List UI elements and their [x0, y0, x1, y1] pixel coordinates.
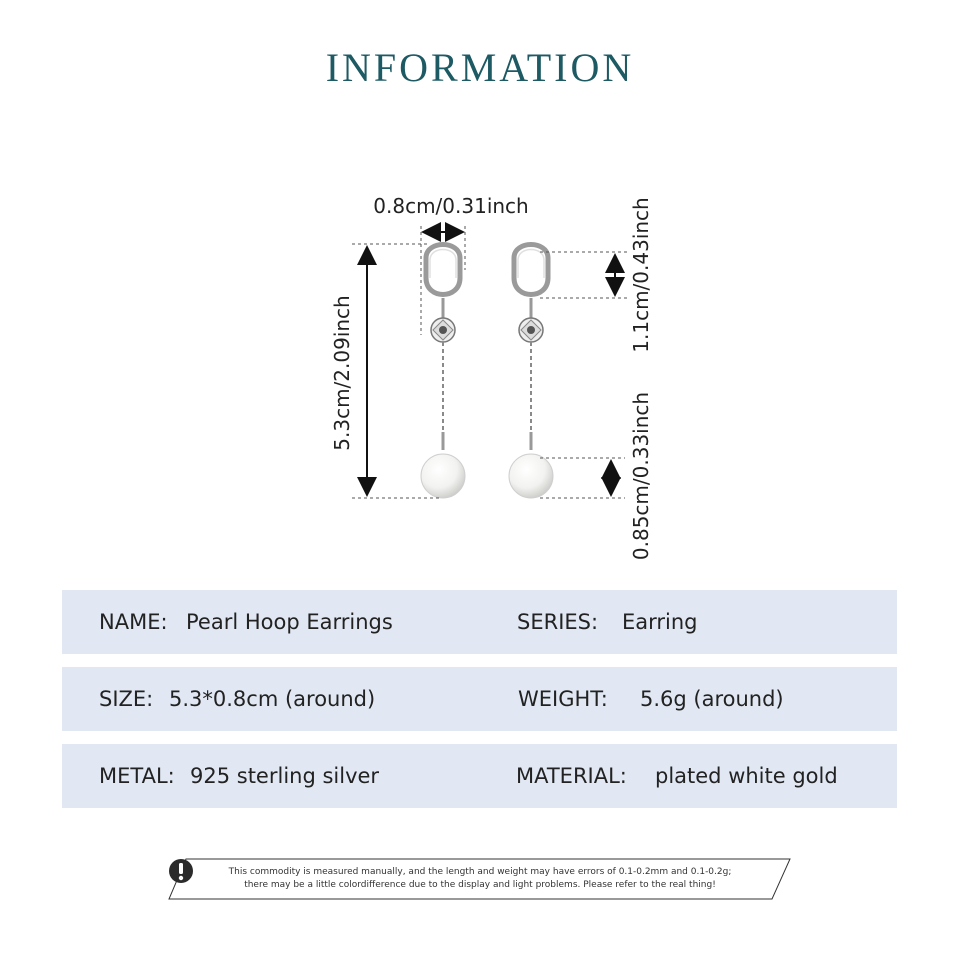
- weight-value: 5.6g (around): [640, 687, 784, 711]
- series-label: SERIES:: [517, 610, 599, 634]
- notice-line-1: This commodity is measured manually, and the length and weight may have errors of 0.1-0.2mm and 0.1-0.2g;: [228, 867, 732, 877]
- size-value: 5.3*0.8cm (around): [169, 687, 376, 711]
- page-title: INFORMATION: [325, 45, 635, 90]
- material-value: plated white gold: [655, 764, 838, 788]
- spec-row-metal: [62, 744, 897, 808]
- exclamation-icon: [168, 858, 194, 884]
- length-label: 5.3cm/2.09inch: [330, 295, 354, 451]
- name-label: NAME:: [99, 610, 168, 634]
- pearl-label: 0.85cm/0.33inch: [629, 391, 653, 561]
- measurement-notice: [168, 858, 792, 900]
- notice-text: [168, 866, 792, 892]
- hoop-label: 1.1cm/0.43inch: [629, 197, 653, 353]
- weight-label: WEIGHT:: [518, 687, 608, 711]
- notice-line-2: there may be a little colordifference due to the display and light problems. Please refer to the real thing!: [244, 880, 716, 890]
- series-value: Earring: [622, 610, 698, 634]
- width-label: 0.8cm/0.31inch: [373, 194, 529, 218]
- spec-row-size: [62, 667, 897, 731]
- right-earring: [509, 245, 553, 499]
- left-earring: [421, 245, 465, 499]
- spec-row-name: [62, 590, 897, 654]
- size-label: SIZE:: [99, 687, 154, 711]
- metal-label: METAL:: [99, 764, 175, 788]
- metal-value: 925 sterling silver: [190, 764, 380, 788]
- material-label: MATERIAL:: [516, 764, 627, 788]
- name-value: Pearl Hoop Earrings: [186, 610, 393, 634]
- hoop-dimension: [540, 252, 630, 298]
